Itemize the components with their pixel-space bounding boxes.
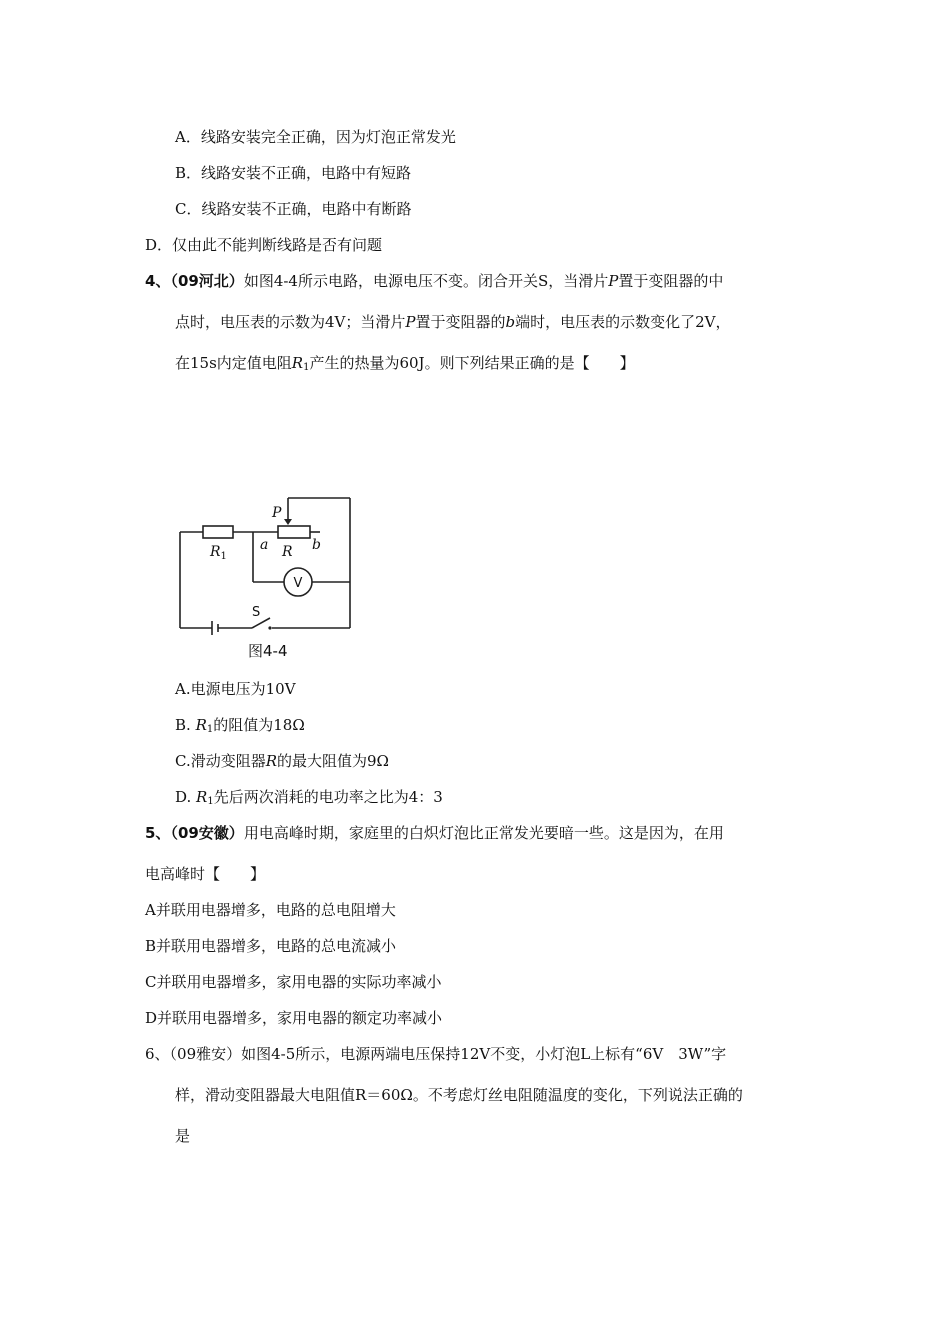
q5-option-a: A并联用电器增多，电路的总电阻增大 xyxy=(145,901,396,919)
q4-option-b-text: 的阻值为18Ω xyxy=(213,716,305,734)
q6-line-1: 6、（09雅安）如图4-5所示，电源两端电压保持12V不变，小灯泡L上标有“6V 3W”字 xyxy=(145,1045,727,1063)
q3-option-d: D．仅由此不能判断线路是否有问题 xyxy=(145,236,383,254)
q4-option-b-prefix: B. xyxy=(175,716,191,734)
label-b: b xyxy=(312,537,321,553)
q5-option-b: B并联用电器增多，电路的总电流减小 xyxy=(145,937,397,955)
q4-option-b-var: R xyxy=(195,716,207,734)
q4-text-2c: 端时，电压表的示数变化了2V， xyxy=(515,313,731,331)
q5-option-c: C并联用电器增多，家用电器的实际功率减小 xyxy=(145,973,442,991)
q4-option-a: A.电源电压为10V xyxy=(175,680,296,698)
q4-option-d xyxy=(175,787,443,812)
q4-var-b: b xyxy=(505,313,516,331)
circuit-diagram-4-4 xyxy=(170,490,370,665)
q4-text-3b: 产生的热量为60J。则下列结果正确的是【 】 xyxy=(309,354,635,372)
q4-option-d-var: R xyxy=(196,788,208,806)
q4-option-b xyxy=(175,715,305,740)
q4-source: （09河北） xyxy=(170,272,244,290)
q5-option-d: D并联用电器增多，家用电器的额定功率减小 xyxy=(145,1009,443,1027)
q4-line-1 xyxy=(145,271,723,291)
q4-line-2 xyxy=(175,312,731,332)
q4-text-1a: 如图4-4所示电路，电源电压不变。闭合开关S，当滑片 xyxy=(243,272,609,290)
label-p: P xyxy=(272,505,282,521)
q5-line-1 xyxy=(145,823,724,843)
figure-caption: 图4-4 xyxy=(248,642,288,660)
q4-var-p2: P xyxy=(405,313,416,331)
q5-number: 5、 xyxy=(145,824,171,842)
label-v: V xyxy=(293,576,303,591)
q4-var-r1: R xyxy=(291,354,304,372)
q4-text-2b: 置于变阻器的 xyxy=(415,313,506,331)
switch-contact xyxy=(268,626,271,629)
q4-option-d-prefix: D. xyxy=(175,788,192,806)
q6-line-2: 样，滑动变阻器最大电阻值R＝60Ω。不考虑灯丝电阻随温度的变化，下列说法正确的 xyxy=(175,1086,743,1104)
q4-text-3a: 在15s内定值电阻 xyxy=(175,354,292,372)
resistor-r1-symbol xyxy=(203,526,233,538)
label-r1-sub: 1 xyxy=(220,551,227,562)
q4-option-c-var: R xyxy=(265,752,278,770)
q4-option-d-text: 先后两次消耗的电功率之比为4：3 xyxy=(213,788,443,806)
q5-text-1: 用电高峰时期，家庭里的白炽灯泡比正常发光要暗一些。这是因为，在用 xyxy=(243,824,724,842)
q4-number: 4、 xyxy=(145,272,171,290)
q4-var-r1-sub: 1 xyxy=(303,362,310,373)
q4-text-1b: 置于变阻器的中 xyxy=(618,272,724,290)
q5-source: （09安徽） xyxy=(170,824,244,842)
q3-option-b: B．线路安装不正确，电路中有短路 xyxy=(175,164,412,182)
q4-option-c xyxy=(175,751,389,771)
q4-text-2a: 点时，电压表的示数为4V；当滑片 xyxy=(175,313,406,331)
q3-option-c: C．线路安装不正确，电路中有断路 xyxy=(175,200,412,218)
label-s: S xyxy=(252,605,261,620)
q5-line-2: 电高峰时【 】 xyxy=(145,865,266,883)
label-r: R xyxy=(282,544,293,560)
q3-option-a: A．线路安装完全正确，因为灯泡正常发光 xyxy=(175,128,456,146)
label-a: a xyxy=(260,537,269,553)
label-r1 xyxy=(209,544,227,562)
rheostat-r-symbol xyxy=(278,526,310,538)
slider-arrow-icon xyxy=(284,519,292,525)
label-r1-main: R xyxy=(210,544,221,560)
q4-line-3 xyxy=(175,353,635,378)
q6-line-3: 是 xyxy=(175,1127,191,1145)
q4-option-d-sub: 1 xyxy=(207,796,214,807)
q4-var-p: P xyxy=(608,272,619,290)
q4-option-c-prefix: C.滑动变阻器 xyxy=(175,752,266,770)
q4-option-c-text: 的最大阻值为9Ω xyxy=(277,752,389,770)
q4-option-b-sub: 1 xyxy=(206,724,214,735)
